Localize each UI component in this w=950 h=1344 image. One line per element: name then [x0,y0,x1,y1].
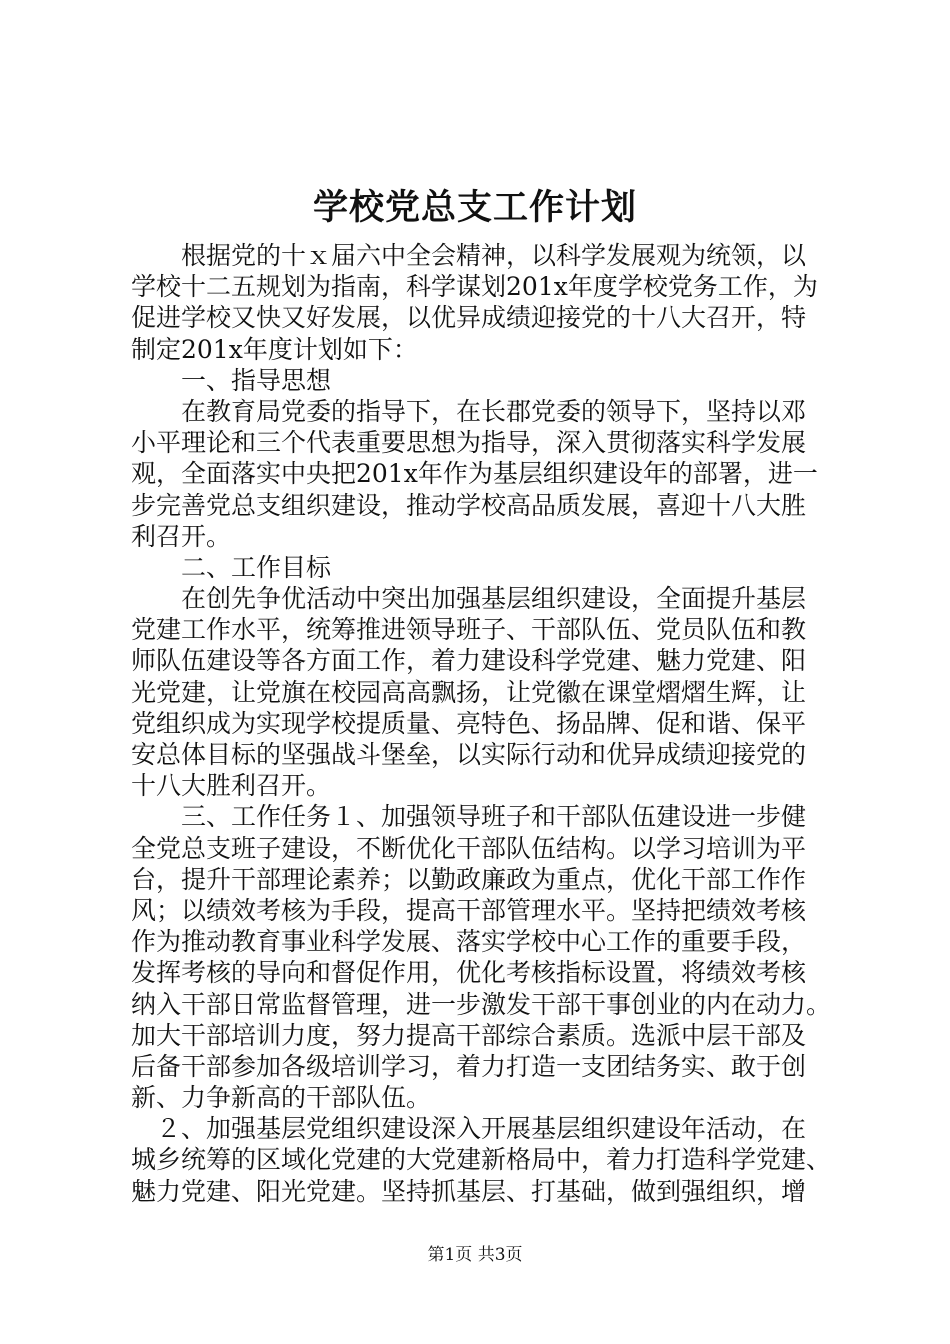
text-line: 城乡统筹的区域化党建的大党建新格局中，着力打造科学党建、 [131,1145,832,1175]
page-number: 第1页 共3页 [427,1245,523,1265]
text-line: 作为推动教育事业科学发展、落实学校中心工作的重要手段， [131,927,807,957]
text-line: 纳入干部日常监督管理，进一步激发干部干事创业的内在动力。 [131,989,832,1019]
document-title: 学校党总支工作计划 [312,187,637,228]
text-line: 在创先争优活动中突出加强基层组织建设，全面提升基层 [131,584,807,614]
text-line: 魅力党建、阳光党建。坚持抓基层、打基础，做到强组织，增 [131,1176,807,1206]
text-line: 根据党的十ｘ届六中全会精神，以科学发展观为统领，以 [131,241,807,270]
text-line: 在教育局党委的指导下，在长郡党委的领导下，坚持以邓 [131,396,807,426]
text-line: 三、工作任务１、加强领导班子和干部队伍建设进一步健 [131,802,807,832]
text-line: 加大干部培训力度，努力提高干部综合素质。选派中层干部及 [131,1020,807,1050]
text-line: 学校十二五规划为指南，科学谋划201x年度学校党务工作，为 [131,272,818,302]
text-line: 党建工作水平，统筹推进领导班子、干部队伍、党员队伍和教 [131,615,807,645]
text-line: 安总体目标的坚强战斗堡垒，以实际行动和优异成绩迎接党的 [131,740,807,769]
text-line: 制定201x年度计划如下： [131,334,418,364]
text-line: 台，提升干部理论素养；以勤政廉政为重点，优化干部工作作 [131,864,807,894]
text-line: 发挥考核的导向和督促作用，优化考核指标设置，将绩效考核 [131,958,807,988]
text-line: 二、工作目标 [131,552,332,582]
text-line: 风；以绩效考核为手段，提高干部管理水平。坚持把绩效考核 [131,895,807,925]
text-line: ２、加强基层党组织建设深入开展基层组织建设年活动，在 [131,1114,807,1144]
text-line: 促进学校又快又好发展，以优异成绩迎接党的十八大召开，特 [131,303,807,333]
text-line: 小平理论和三个代表重要思想为指导，深入贯彻落实科学发展 [131,428,807,458]
text-line: 后备干部参加各级培训学习，着力打造一支团结务实、敢于创 [131,1051,807,1081]
text-line: 党组织成为实现学校提质量、亮特色、扬品牌、促和谐、保平 [131,708,807,738]
text-line: 全党总支班子建设，不断优化干部队伍结构。以学习培训为平 [131,833,807,863]
text-line: 一、指导思想 [131,365,332,395]
text-line: 步完善党总支组织建设，推动学校高品质发展，喜迎十八大胜 [131,490,807,520]
document-body [131,240,831,1207]
text-line: 观，全面落实中央把201x年作为基层组织建设年的部署，进一 [131,459,818,489]
text-line: 利召开。 [131,521,232,551]
text-line: 新、力争新高的干部队伍。 [131,1083,432,1113]
text-line: 师队伍建设等各方面工作，着力建设科学党建、魅力党建、阳 [131,646,807,676]
text-line: 十八大胜利召开。 [131,771,332,801]
text-line: 光党建，让党旗在校园高高飘扬，让党徽在课堂熠熠生辉，让 [131,677,807,707]
